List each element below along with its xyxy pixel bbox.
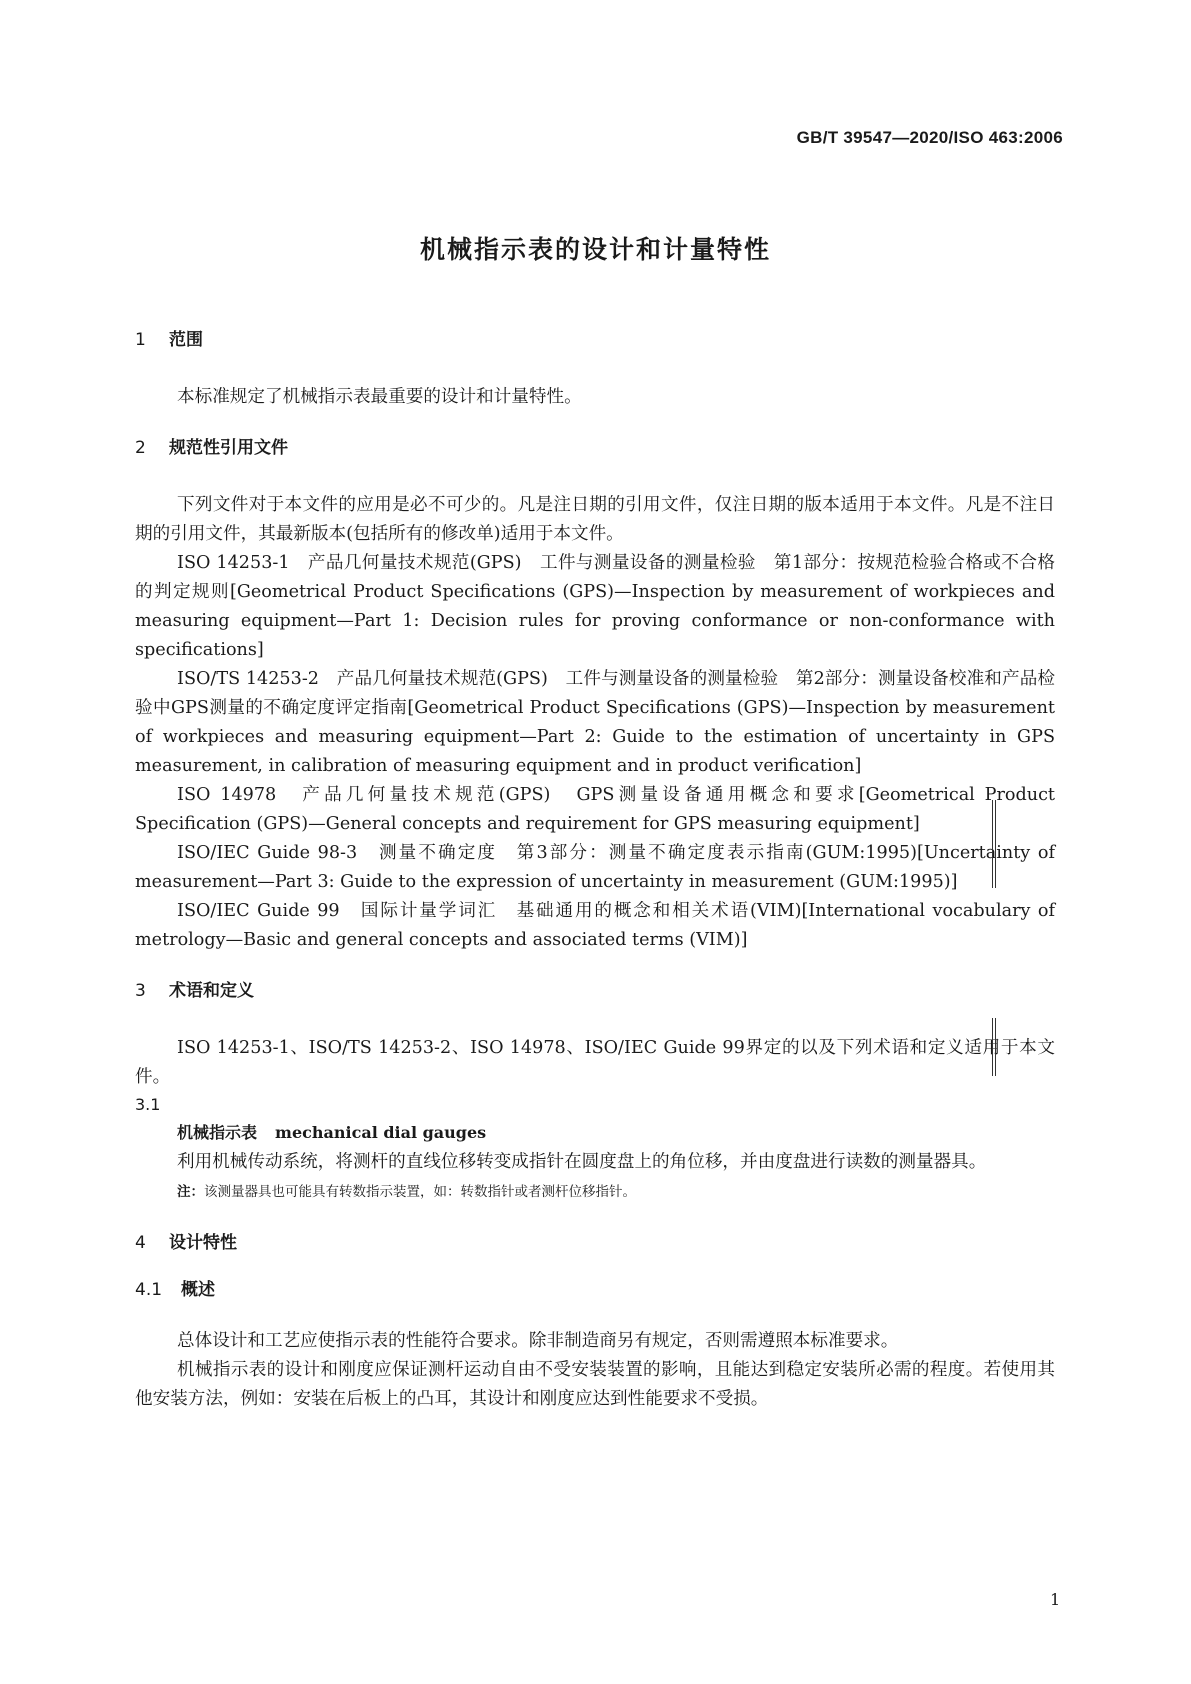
section-4-paragraph: 机械指示表的设计和刚度应保证测杆运动自由不受安装装置的影响，且能达到稳定安装所必需的程度。若使用其他安装方法，例如：安装在后板上的凸耳，其设计和刚度应达到性能要求不受损。 xyxy=(135,1360,1055,1409)
section-number: 1 xyxy=(135,330,146,350)
section-1-heading xyxy=(135,326,1055,355)
reference-item: ISO/TS 14253-2 产品几何量技术规范(GPS) 工件与测量设备的测量检验 第2部分：测量设备校准和产品检验中GPS测量的不确定度评定指南[Geometrical Product Specifications (GPS)—Inspection by measurement of workpieces and measuring equipment—Part 2: Guide to the estimation of uncertainty in GPS measurement, in calibration of measuring equipment and in product verification] xyxy=(135,669,1055,776)
section-3-heading xyxy=(135,977,1055,1006)
reference-item: ISO/IEC Guide 98-3 测量不确定度 第3部分：测量不确定度表示指南(GUM:1995)[Uncertainty of measurement—Part 3: Guide to the expression of uncertainty in measurement (GUM:1995)] xyxy=(135,843,1055,892)
section-title: 设计特性 xyxy=(169,1233,237,1253)
subsection-4-1-heading xyxy=(135,1276,1055,1305)
section-4-heading xyxy=(135,1229,1055,1258)
term-definition: 利用机械传动系统，将测杆的直线位移转变成指针在圆度盘上的角位移，并由度盘进行读数的测量器具。 xyxy=(177,1152,987,1172)
reference-item: ISO 14978 产品几何量技术规范(GPS) GPS测量设备通用概念和要求[Geometrical Product Specification (GPS)—General concepts and requirement for GPS measuring equipment] xyxy=(135,785,1055,834)
revision-bar xyxy=(992,1018,996,1076)
term-entry xyxy=(135,1118,1055,1148)
section-3-intro: ISO 14253-1、ISO/TS 14253-2、ISO 14978、ISO/IEC Guide 99界定的以及下列术语和定义适用于本文件。 xyxy=(135,1038,1055,1087)
revision-bar xyxy=(992,800,996,888)
reference-item: ISO 14253-1 产品几何量技术规范(GPS) 工件与测量设备的测量检验 第1部分：按规范检验合格或不合格的判定规则[Geometrical Product Specifications (GPS)—Inspection by measurement of workpieces and measuring equipment—Part 1: Decision rules for proving conformance or non-conformance with specifications] xyxy=(135,553,1055,660)
section-title: 范围 xyxy=(169,330,203,350)
section-4-paragraph: 总体设计和工艺应使指示表的性能符合要求。除非制造商另有规定，否则需遵照本标准要求。 xyxy=(177,1331,899,1351)
term-english: mechanical dial gauges xyxy=(275,1123,487,1142)
document-title: 机械指示表的设计和计量特性 xyxy=(419,235,771,264)
note-text: 该测量器具也可能具有转数指示装置，如：转数指针或者测杆位移指针。 xyxy=(204,1184,636,1200)
term-note xyxy=(135,1177,1055,1207)
note-label: 注： xyxy=(177,1184,204,1200)
reference-item: ISO/IEC Guide 99 国际计量学词汇 基础通用的概念和相关术语(VIM)[International vocabulary of metrology—Basic and general concepts and associated terms (VIM)] xyxy=(135,901,1055,950)
document-body xyxy=(135,326,1055,1414)
subsection-number: 4.1 xyxy=(135,1280,163,1300)
section-title: 术语和定义 xyxy=(169,981,254,1001)
subsection-title: 概述 xyxy=(181,1280,215,1300)
section-number: 3 xyxy=(135,981,146,1001)
page-number: 1 xyxy=(1050,1590,1061,1609)
section-title: 规范性引用文件 xyxy=(169,438,288,458)
term-number: 3.1 xyxy=(135,1095,161,1114)
term-chinese: 机械指示表 xyxy=(177,1123,258,1142)
section-2-heading xyxy=(135,434,1055,463)
section-number: 2 xyxy=(135,438,146,458)
section-1-text: 本标准规定了机械指示表最重要的设计和计量特性。 xyxy=(177,387,582,407)
section-number: 4 xyxy=(135,1233,146,1253)
section-2-intro: 下列文件对于本文件的应用是必不可少的。凡是注日期的引用文件，仅注日期的版本适用于本文件。凡是不注日期的引用文件，其最新版本(包括所有的修改单)适用于本文件。 xyxy=(135,495,1055,544)
standard-number: GB/T 39547—2020/ISO 463:2006 xyxy=(796,128,1063,147)
